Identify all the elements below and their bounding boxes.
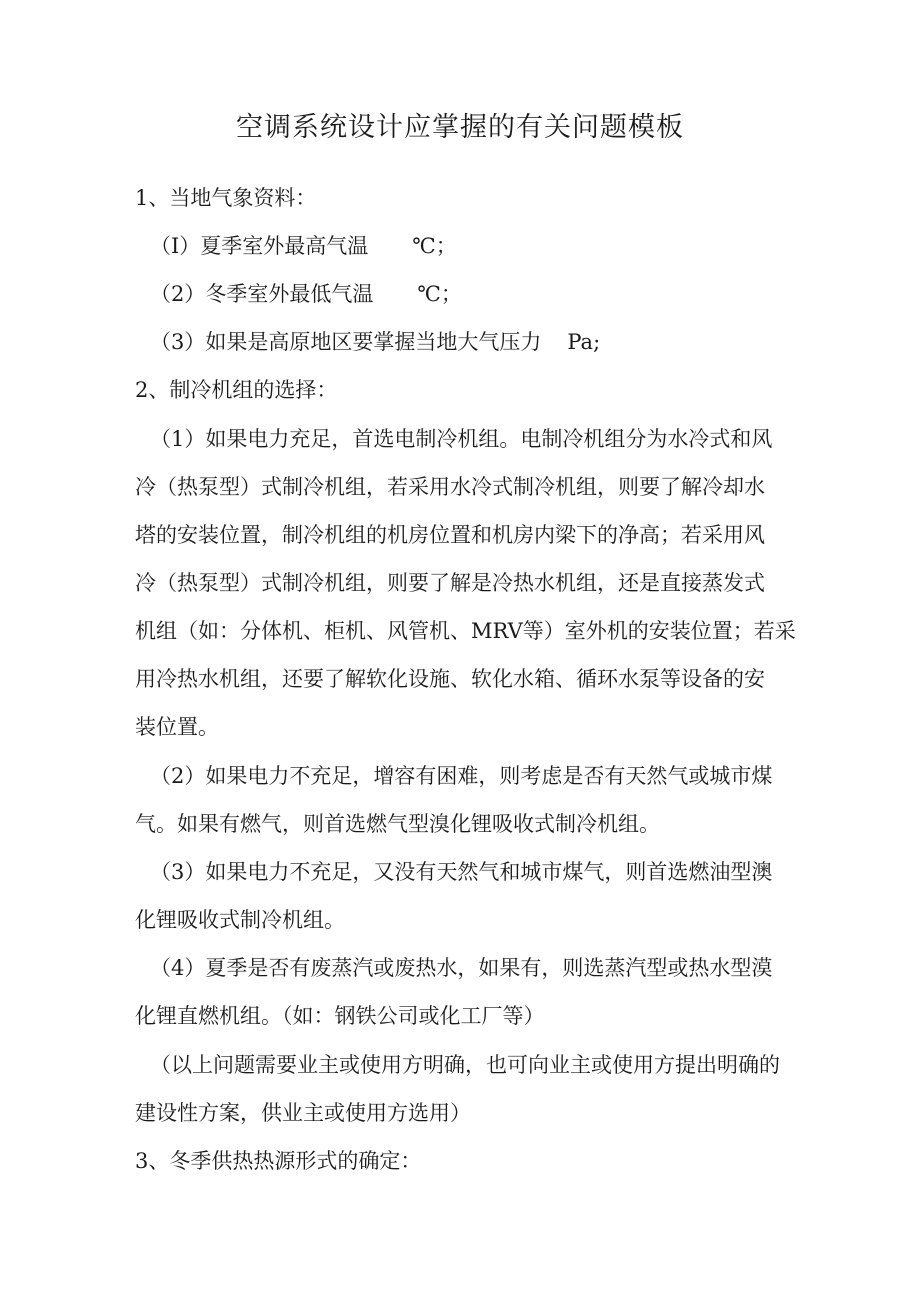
- paragraph-1-line: 装位置。: [135, 715, 219, 739]
- paragraph-2-line: （2）如果电力不充足，增容有困难，则考虑是否有天然气或城市煤: [150, 764, 773, 788]
- item-2-text: （2）冬季室外最低气温: [150, 282, 374, 306]
- item-1-text: （I）夏季室外最高气温: [150, 234, 369, 258]
- paragraph-4-line: （4）夏季是否有废蒸汽或废热水，如果有，则选蒸汽型或热水型漠: [150, 956, 773, 980]
- item-1-unit: ℃；: [412, 234, 457, 258]
- section-1-item-3: [150, 327, 600, 357]
- paragraph-1-line: 冷（热泵型）式制冷机组，若采用水冷式制冷机组，则要了解冷却水: [135, 475, 765, 499]
- section-3-heading: 3、冬季供热热源形式的确定：: [135, 1149, 422, 1173]
- item-3-text: （3）如果是高原地区要掌握当地大气压力: [150, 330, 542, 354]
- section-1-heading: 1、当地气象资料：: [135, 186, 317, 210]
- paragraph-3-line: （3）如果电力不充足，又没有天然气和城市煤气，则首选燃油型澳: [150, 860, 773, 884]
- paragraph-1-line: 机组（如：分体机、柜机、风管机、MRV等）室外机的安装位置；若采: [135, 619, 796, 643]
- paragraph-4-line: 化锂直燃机组。（如：钢铁公司或化工厂等）: [135, 1004, 545, 1028]
- document-title: 空调系统设计应掌握的有关问题模板: [236, 112, 684, 143]
- paragraph-2-line: 气。如果有燃气，则首选燃气型溴化锂吸收式制冷机组。: [135, 812, 660, 836]
- item-3-unit: Pa;: [567, 330, 601, 354]
- note-line: 建设性方案，供业主或使用方选用）: [135, 1101, 471, 1125]
- section-2-heading: 2、制冷机组的选择：: [135, 378, 338, 402]
- item-2-unit: ℃；: [417, 282, 462, 306]
- section-1-item-1: [150, 231, 457, 261]
- note-line: （以上问题需要业主或使用方明确，也可向业主或使用方提出明确的: [150, 1053, 780, 1077]
- paragraph-1-line: 冷（热泵型）式制冷机组，则要了解是冷热水机组，还是直接蒸发式: [135, 571, 765, 595]
- section-1-item-2: [150, 279, 462, 309]
- paragraph-1-line: 用冷热水机组，还要了解软化设施、软化水箱、循环水泵等设备的安: [135, 667, 765, 691]
- paragraph-1-line: （1）如果电力充足，首选电制冷机组。电制冷机组分为水冷式和风: [150, 427, 773, 451]
- paragraph-1-line: 塔的安装位置，制冷机组的机房位置和机房内梁下的净高；若采用风: [135, 523, 765, 547]
- paragraph-3-line: 化锂吸收式制冷机组。: [135, 908, 345, 932]
